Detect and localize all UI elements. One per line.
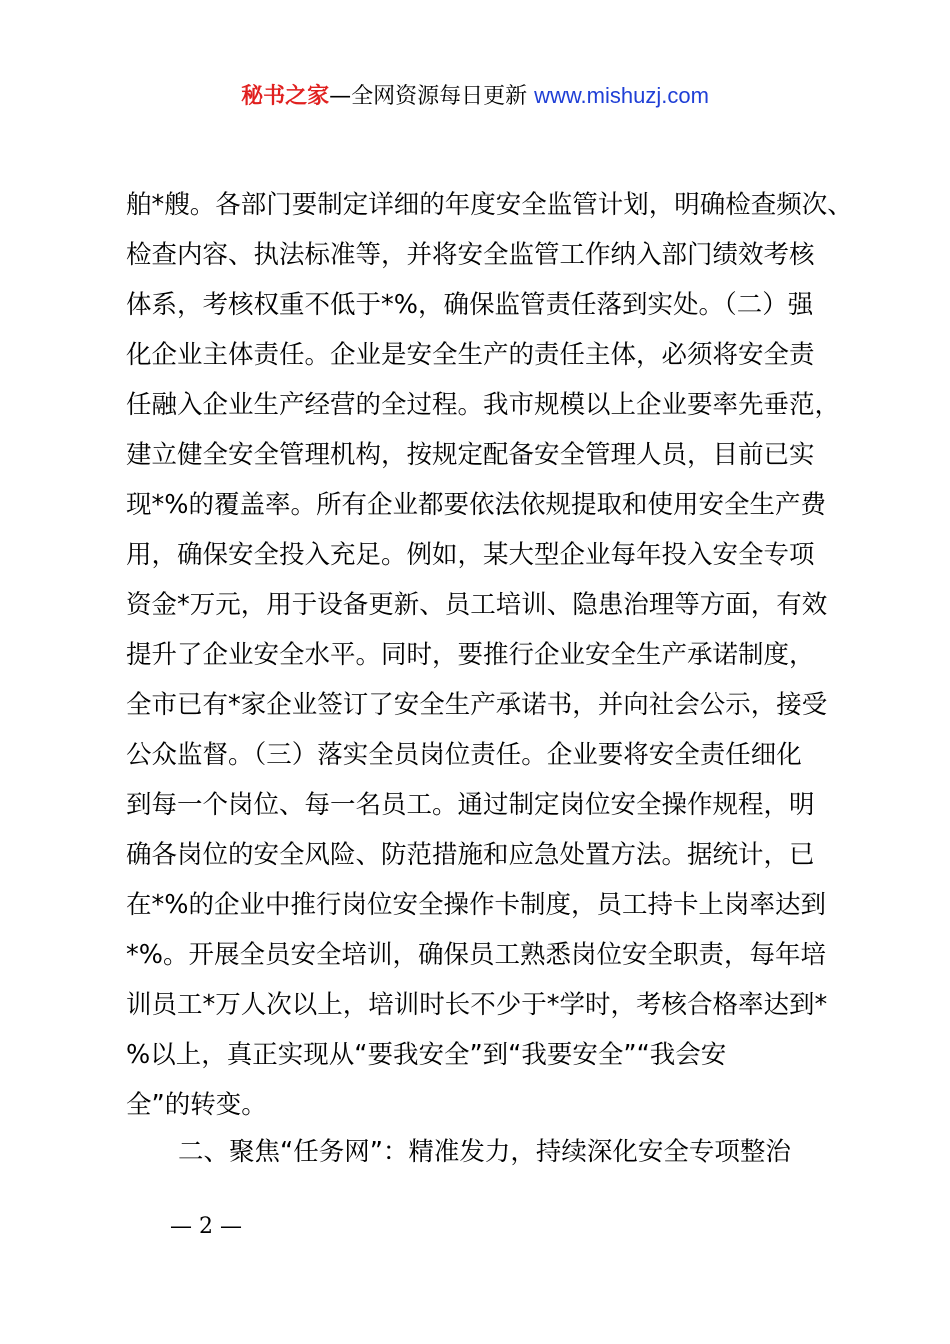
body-line: 到每一个岗位、每一名员工。通过制定岗位安全操作规程，明	[126, 790, 815, 820]
body-paragraph	[126, 180, 853, 1130]
section-heading: 二、聚焦“任务网”：精准发力，持续深化安全专项整治	[178, 1137, 791, 1167]
site-brand: 秘书之家	[241, 84, 330, 109]
site-header	[0, 80, 950, 113]
body-line: 用，确保安全投入充足。例如，某大型企业每年投入安全专项	[126, 540, 815, 570]
body-line: 舶*艘。各部门要制定详细的年度安全监管计划，明确检查频次、	[126, 190, 853, 220]
body-line: 提升了企业安全水平。同时，要推行企业安全生产承诺制度，	[126, 640, 815, 670]
body-line: *%。开展全员安全培训，确保员工熟悉岗位安全职责，每年培	[126, 940, 826, 970]
body-line: 确各岗位的安全风险、防范措施和应急处置方法。据统计，已	[126, 840, 815, 870]
body-line: 训员工*万人次以上，培训时长不少于*学时，考核合格率达到*	[126, 990, 828, 1020]
body-line: 公众监督。（三）落实全员岗位责任。企业要将安全责任细化	[126, 740, 802, 770]
body-line: 全”的转变。	[126, 1090, 267, 1120]
page-number: — 2 —	[170, 1214, 242, 1239]
body-line: 建立健全安全管理机构，按规定配备安全管理人员，目前已实	[126, 440, 815, 470]
body-line: 任融入企业生产经营的全过程。我市规模以上企业要率先垂范，	[126, 390, 841, 420]
body-line: %以上，真正实现从“要我安全”到“我要安全”“我会安	[126, 1040, 727, 1070]
site-url[interactable]: www.mishuzj.com	[534, 83, 709, 108]
site-tagline: —全网资源每日更新	[329, 84, 535, 109]
body-line: 资金*万元，用于设备更新、员工培训、隐患治理等方面，有效	[126, 590, 828, 620]
body-line: 化企业主体责任。企业是安全生产的责任主体，必须将安全责	[126, 340, 815, 370]
body-line: 现*%的覆盖率。所有企业都要依法依规提取和使用安全生产费	[126, 490, 826, 520]
body-line: 体系，考核权重不低于*%，确保监管责任落到实处。（二）强	[126, 290, 814, 320]
body-line: 检查内容、执法标准等，并将安全监管工作纳入部门绩效考核	[126, 240, 815, 270]
body-line: 全市已有*家企业签订了安全生产承诺书，并向社会公示，接受	[126, 690, 828, 720]
body-line: 在*%的企业中推行岗位安全操作卡制度，员工持卡上岗率达到	[126, 890, 826, 920]
